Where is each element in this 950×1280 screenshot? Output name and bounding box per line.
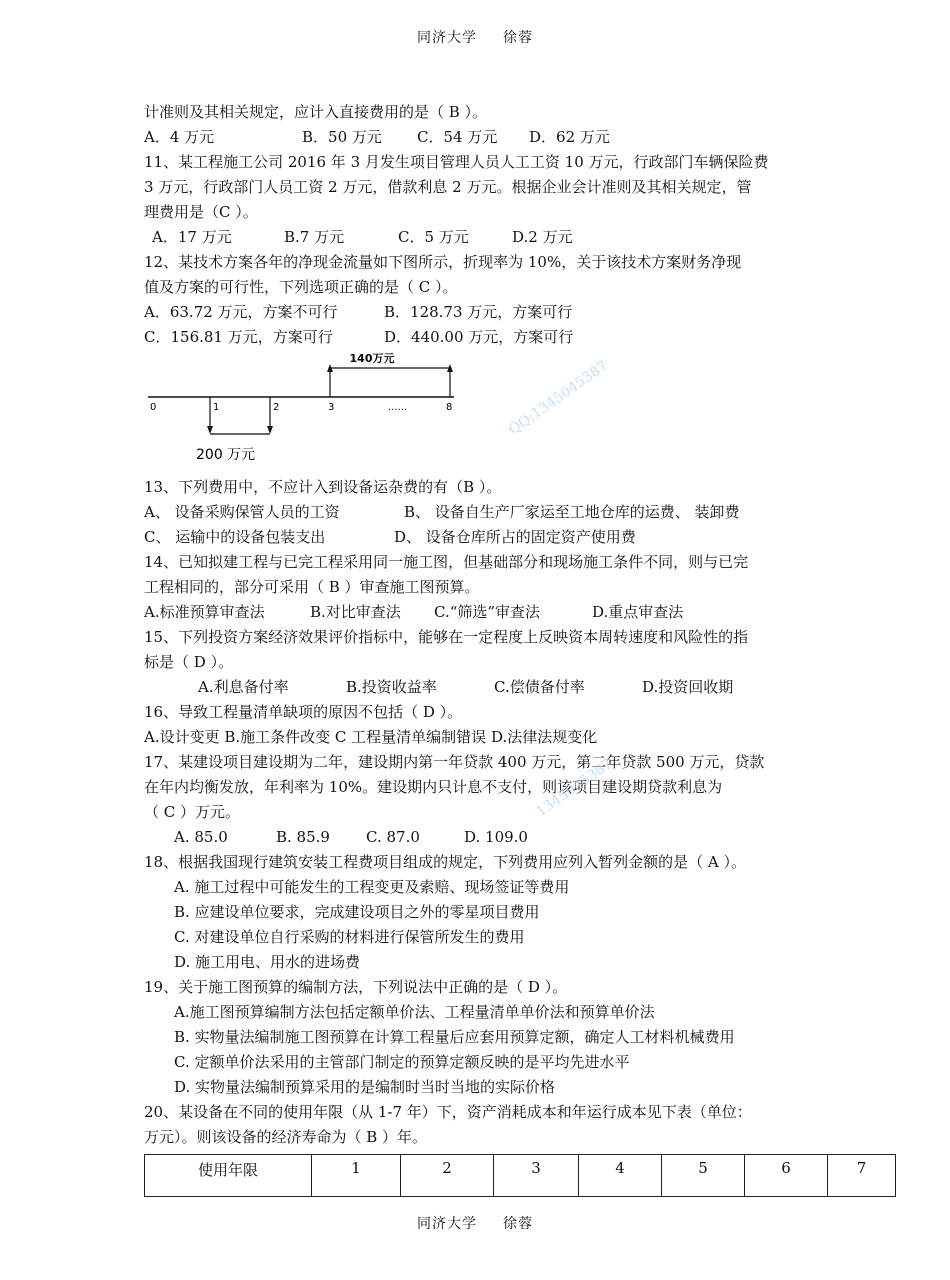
q20-line-2: 万元）。则该设备的经济寿命为（ B ）年。 (144, 1128, 428, 1146)
q17-option-b: B. 85.9 (276, 828, 330, 846)
q14-option-c: C.“筛选”审查法 (434, 603, 541, 621)
q18-option-a: A. 施工过程中可能发生的工程变更及索赔、现场签证等费用 (174, 878, 570, 896)
q14-option-a: A.标准预算审查法 (144, 603, 265, 621)
table-cell: 7 (828, 1155, 896, 1197)
cash-flow-diagram (144, 350, 464, 475)
q14-line-1: 14、已知拟建工程与已完工程采用同一施工图，但基础部分和现场施工条件不同，则与已完 (144, 553, 749, 571)
table-cell: 5 (662, 1155, 745, 1197)
q13-option-b: B、 设备自生产厂家运至工地仓库的运费、 装卸费 (404, 503, 740, 521)
q11-option-d: D.2 万元 (512, 228, 573, 246)
page-header (0, 27, 950, 47)
q18-option-c: C. 对建设单位自行采购的材料进行保管所发生的费用 (174, 928, 525, 946)
q17-option-c: C. 87.0 (366, 828, 420, 846)
q10-options (144, 125, 814, 150)
q11-option-b: B.7 万元 (284, 228, 345, 246)
tick-0: 0 (150, 402, 157, 413)
q12-option-b: B．128.73 万元，方案可行 (384, 303, 573, 321)
watermark-text: 1345045387 (533, 755, 616, 821)
tick-ellipsis: ...... (388, 402, 408, 413)
cost-table (144, 1154, 896, 1197)
q12-option-d: D．440.00 万元，方案可行 (384, 328, 574, 346)
q18-option-d: D. 施工用电、用水的进场费 (174, 953, 361, 971)
q11-line-3: 理费用是（C ）。 (144, 203, 258, 221)
q12-option-c: C．156.81 万元，方案可行 (144, 328, 333, 346)
table-cell: 6 (745, 1155, 828, 1197)
table-cell: 3 (494, 1155, 579, 1197)
q16-options: A.设计变更 B.施工条件改变 C 工程量清单编制错误 D.法律法规变化 (144, 728, 598, 746)
watermark-text: QQ:1345045387 (505, 357, 611, 439)
header-school: 同济大学 (417, 30, 477, 46)
footer-author: 徐蓉 (503, 1216, 533, 1232)
q17-options (144, 825, 814, 850)
q12-line-2: 值及方案的可行性，下列选项正确的是（ C ）。 (144, 278, 458, 296)
q15-option-a: A.利息备付率 (198, 678, 289, 696)
q16-line: 16、导致工程量清单缺项的原因不包括（ D ）。 (144, 703, 463, 721)
page-footer (0, 1213, 950, 1233)
header-author: 徐蓉 (503, 30, 533, 46)
q15-options (144, 675, 814, 700)
q10-option-b: B．50 万元 (302, 128, 382, 146)
cash-outflow-label: 200 万元 (196, 447, 256, 463)
q13-option-d: D、 设备仓库所占的固定资产使用费 (394, 528, 636, 546)
q11-line-2: 3 万元，行政部门人员工资 2 万元，借款利息 2 万元。根据企业会计准则及其相关规定，管 (144, 178, 752, 196)
question-content (144, 100, 867, 1197)
q19-option-b: B. 实物量法编制施工图预算在计算工程量后应套用预算定额，确定人工材料机械费用 (174, 1028, 735, 1046)
q15-option-c: C.偿债备付率 (494, 678, 585, 696)
q17-option-a: A. 85.0 (174, 828, 228, 846)
table-header-years: 使用年限 (145, 1155, 312, 1197)
q11-line-1: 11、某工程施工公司 2016 年 3 月发生项目管理人员人工工资 10 万元，行政部门车辆保险费 (144, 153, 769, 171)
q15-line-2: 标是（ D ）。 (144, 653, 234, 671)
q20-line-1: 20、某设备在不同的使用年限（从 1-7 年）下，资产消耗成本和年运行成本见下表（单位： (144, 1103, 752, 1121)
q11-options (144, 225, 814, 250)
q10-option-a: A．4 万元 (144, 128, 215, 146)
q19-option-a: A.施工图预算编制方法包括定额单价法、工程量清单单价法和预算单价法 (174, 1003, 655, 1021)
q13-line: 13、下列费用中，不应计入到设备运杂费的有（B ）。 (144, 478, 502, 496)
q11-option-a: A．17 万元 (152, 228, 232, 246)
q13-option-a: A、 设备采购保管人员的工资 (144, 503, 340, 521)
tick-1: 1 (213, 402, 220, 413)
outflow-arrowhead-1 (207, 426, 213, 434)
table-cell: 4 (579, 1155, 662, 1197)
q12-line-1: 12、某技术方案各年的净现金流量如下图所示，折现率为 10%，关于该技术方案财务净现 (144, 253, 742, 271)
q17-line-3: （ C ）万元。 (144, 803, 241, 821)
q17-line-2: 在年内均衡发放，年利率为 10%。建设期内只计息不支付，则该项目建设期贷款利息为 (144, 778, 723, 796)
q10-continuation: 计准则及其相关规定，应计入直接费用的是（ B ）。 (144, 103, 488, 121)
footer-school: 同济大学 (417, 1216, 477, 1232)
q14-option-d: D.重点审查法 (592, 603, 684, 621)
q12-option-a: A．63.72 万元，方案不可行 (144, 303, 338, 321)
q13-options-row-1 (144, 500, 814, 525)
q18-line: 18、根据我国现行建筑安装工程费项目组成的规定，下列费用应列入暂列金额的是（ A ）。 (144, 853, 746, 871)
tick-3: 3 (328, 402, 335, 413)
q19-option-c: C. 定额单价法采用的主管部门制定的预算定额反映的是平均先进水平 (174, 1053, 630, 1071)
q17-option-d: D. 109.0 (464, 828, 528, 846)
q15-option-d: D.投资回收期 (642, 678, 734, 696)
q14-line-2: 工程相同的，部分可采用（ B ）审查施工图预算。 (144, 578, 480, 596)
q10-option-d: D．62 万元 (529, 128, 610, 146)
q15-line-1: 15、下列投资方案经济效果评价指标中，能够在一定程度上反映资本周转速度和风险性的指 (144, 628, 749, 646)
tick-8: 8 (446, 402, 453, 413)
outflow-arrowhead-2 (267, 426, 273, 434)
q19-line: 19、关于施工图预算的编制方法，下列说法中正确的是（ D ）。 (144, 978, 568, 996)
q14-option-b: B.对比审查法 (310, 603, 401, 621)
table-cell: 1 (312, 1155, 401, 1197)
q13-option-c: C、 运输中的设备包装支出 (144, 528, 326, 546)
q15-option-b: B.投资收益率 (346, 678, 437, 696)
q10-option-c: C．54 万元 (417, 128, 498, 146)
q12-options-row-1 (144, 300, 814, 325)
table-row (145, 1155, 896, 1197)
cash-inflow-label: 140万元 (349, 352, 395, 365)
q12-options-row-2 (144, 325, 814, 350)
q19-option-d: D. 实物量法编制预算采用的是编制时当时当地的实际价格 (174, 1078, 556, 1096)
q18-option-b: B. 应建设单位要求，完成建设项目之外的零星项目费用 (174, 903, 540, 921)
q17-line-1: 17、某建设项目建设期为二年，建设期内第一年贷款 400 万元，第二年贷款 500 万元，贷款 (144, 753, 765, 771)
q14-options (144, 600, 814, 625)
q13-options-row-2 (144, 525, 814, 550)
tick-2: 2 (273, 402, 280, 413)
q11-option-c: C．5 万元 (398, 228, 469, 246)
table-cell: 2 (401, 1155, 494, 1197)
